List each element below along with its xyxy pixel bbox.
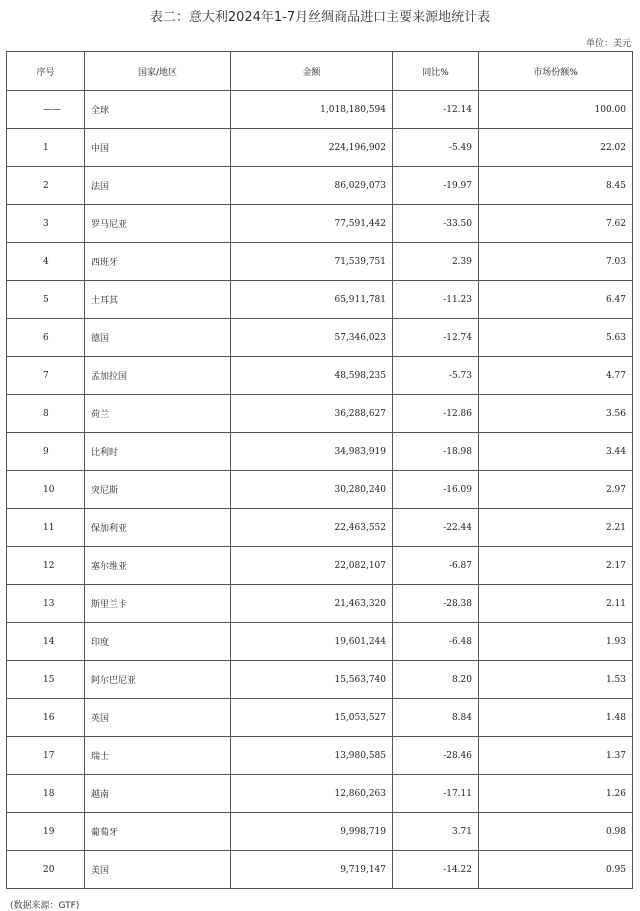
header-rank: 序号 — [7, 52, 85, 91]
cell-country: 荷兰 — [85, 395, 231, 433]
table-row — [7, 737, 633, 775]
cell-rank: 11 — [7, 509, 85, 547]
cell-share: 1.37 — [479, 737, 633, 775]
header-amount: 金额 — [231, 52, 393, 91]
table-row — [7, 661, 633, 699]
cell-country: 比利时 — [85, 433, 231, 471]
cell-yoy: -28.38 — [393, 585, 479, 623]
cell-country: 孟加拉国 — [85, 357, 231, 395]
data-source-note: (数据来源：GTF) — [10, 901, 80, 911]
cell-amount: 57,346,023 — [231, 319, 393, 357]
table-row — [7, 585, 633, 623]
cell-rank: 10 — [7, 471, 85, 509]
header-share: 市场份额% — [479, 52, 633, 91]
table-row — [7, 471, 633, 509]
cell-amount: 15,053,527 — [231, 699, 393, 737]
cell-country: 全球 — [85, 91, 231, 129]
cell-rank: 9 — [7, 433, 85, 471]
cell-share: 100.00 — [479, 91, 633, 129]
cell-rank: 6 — [7, 319, 85, 357]
cell-yoy: -5.73 — [393, 357, 479, 395]
cell-amount: 36,288,627 — [231, 395, 393, 433]
table-row — [7, 813, 633, 851]
cell-share: 3.44 — [479, 433, 633, 471]
table-row — [7, 433, 633, 471]
cell-yoy: -12.86 — [393, 395, 479, 433]
cell-country: 斯里兰卡 — [85, 585, 231, 623]
cell-amount: 15,563,740 — [231, 661, 393, 699]
cell-country: 美国 — [85, 851, 231, 889]
cell-yoy: -6.87 — [393, 547, 479, 585]
cell-yoy: 8.84 — [393, 699, 479, 737]
cell-rank: 12 — [7, 547, 85, 585]
cell-yoy: -11.23 — [393, 281, 479, 319]
cell-amount: 9,998,719 — [231, 813, 393, 851]
table-row — [7, 91, 633, 129]
table-row — [7, 243, 633, 281]
header-row — [7, 52, 633, 91]
cell-share: 5.63 — [479, 319, 633, 357]
cell-rank: 16 — [7, 699, 85, 737]
cell-amount: 30,280,240 — [231, 471, 393, 509]
table-row — [7, 357, 633, 395]
cell-share: 1.93 — [479, 623, 633, 661]
table-row — [7, 623, 633, 661]
cell-share: 2.11 — [479, 585, 633, 623]
table-row — [7, 281, 633, 319]
table-row — [7, 319, 633, 357]
cell-yoy: -6.48 — [393, 623, 479, 661]
cell-amount: 12,860,263 — [231, 775, 393, 813]
cell-amount: 22,082,107 — [231, 547, 393, 585]
cell-amount: 9,719,147 — [231, 851, 393, 889]
cell-rank: 3 — [7, 205, 85, 243]
cell-share: 0.95 — [479, 851, 633, 889]
cell-yoy: -12.14 — [393, 91, 479, 129]
cell-amount: 19,601,244 — [231, 623, 393, 661]
cell-share: 4.77 — [479, 357, 633, 395]
import-sources-table — [6, 51, 633, 889]
cell-rank: 14 — [7, 623, 85, 661]
cell-share: 6.47 — [479, 281, 633, 319]
cell-amount: 48,598,235 — [231, 357, 393, 395]
cell-country: 法国 — [85, 167, 231, 205]
cell-yoy: 3.71 — [393, 813, 479, 851]
cell-country: 保加利亚 — [85, 509, 231, 547]
cell-amount: 86,029,073 — [231, 167, 393, 205]
cell-yoy: -22.44 — [393, 509, 479, 547]
table-title: 表二：意大利2024年1-7月丝绸商品进口主要来源地统计表 — [149, 10, 491, 25]
cell-rank: 13 — [7, 585, 85, 623]
cell-country: 塞尔维亚 — [85, 547, 231, 585]
cell-country: 罗马尼亚 — [85, 205, 231, 243]
cell-amount: 1,018,180,594 — [231, 91, 393, 129]
table-row — [7, 167, 633, 205]
cell-yoy: -33.50 — [393, 205, 479, 243]
cell-share: 1.26 — [479, 775, 633, 813]
header-yoy: 同比% — [393, 52, 479, 91]
cell-amount: 65,911,781 — [231, 281, 393, 319]
cell-country: 突尼斯 — [85, 471, 231, 509]
cell-yoy: -5.49 — [393, 129, 479, 167]
cell-yoy: -28.46 — [393, 737, 479, 775]
cell-share: 22.02 — [479, 129, 633, 167]
cell-amount: 224,196,902 — [231, 129, 393, 167]
cell-rank: 20 — [7, 851, 85, 889]
cell-rank: —— — [7, 91, 85, 129]
cell-share: 1.48 — [479, 699, 633, 737]
unit-label: 单位：美元 — [585, 39, 631, 49]
cell-country: 西班牙 — [85, 243, 231, 281]
cell-share: 2.21 — [479, 509, 633, 547]
table-row — [7, 851, 633, 889]
table-row — [7, 129, 633, 167]
cell-amount: 13,980,585 — [231, 737, 393, 775]
cell-country: 土耳其 — [85, 281, 231, 319]
cell-share: 7.03 — [479, 243, 633, 281]
table-row — [7, 547, 633, 585]
cell-share: 2.17 — [479, 547, 633, 585]
cell-yoy: 8.20 — [393, 661, 479, 699]
cell-country: 印度 — [85, 623, 231, 661]
cell-rank: 8 — [7, 395, 85, 433]
cell-country: 德国 — [85, 319, 231, 357]
cell-country: 瑞士 — [85, 737, 231, 775]
cell-rank: 15 — [7, 661, 85, 699]
table-body — [7, 91, 633, 889]
cell-rank: 7 — [7, 357, 85, 395]
cell-yoy: -19.97 — [393, 167, 479, 205]
cell-country: 葡萄牙 — [85, 813, 231, 851]
table-row — [7, 699, 633, 737]
cell-amount: 34,983,919 — [231, 433, 393, 471]
cell-yoy: -12.74 — [393, 319, 479, 357]
cell-country: 阿尔巴尼亚 — [85, 661, 231, 699]
cell-share: 0.98 — [479, 813, 633, 851]
cell-amount: 21,463,320 — [231, 585, 393, 623]
cell-rank: 2 — [7, 167, 85, 205]
cell-share: 8.45 — [479, 167, 633, 205]
cell-share: 3.56 — [479, 395, 633, 433]
cell-amount: 22,463,552 — [231, 509, 393, 547]
cell-rank: 5 — [7, 281, 85, 319]
cell-yoy: 2.39 — [393, 243, 479, 281]
cell-yoy: -16.09 — [393, 471, 479, 509]
cell-amount: 77,591,442 — [231, 205, 393, 243]
cell-rank: 1 — [7, 129, 85, 167]
cell-rank: 19 — [7, 813, 85, 851]
cell-yoy: -17.11 — [393, 775, 479, 813]
table-row — [7, 775, 633, 813]
cell-country: 英国 — [85, 699, 231, 737]
cell-yoy: -18.98 — [393, 433, 479, 471]
cell-rank: 17 — [7, 737, 85, 775]
header-country: 国家/地区 — [85, 52, 231, 91]
cell-rank: 18 — [7, 775, 85, 813]
table-row — [7, 205, 633, 243]
cell-share: 7.62 — [479, 205, 633, 243]
cell-amount: 71,539,751 — [231, 243, 393, 281]
cell-share: 2.97 — [479, 471, 633, 509]
table-row — [7, 509, 633, 547]
cell-country: 越南 — [85, 775, 231, 813]
cell-share: 1.53 — [479, 661, 633, 699]
cell-yoy: -14.22 — [393, 851, 479, 889]
cell-country: 中国 — [85, 129, 231, 167]
cell-rank: 4 — [7, 243, 85, 281]
table-row — [7, 395, 633, 433]
